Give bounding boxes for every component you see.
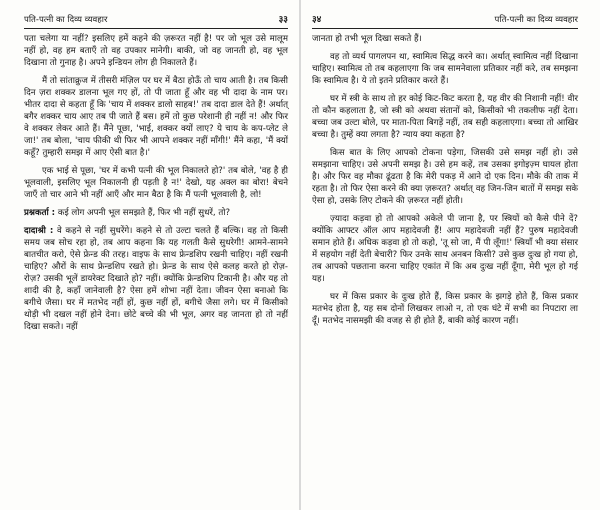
right-paragraph-1: जानता हो तभी भूल दिखा सकते हैं। <box>312 34 422 44</box>
left-header-title: पति-पत्नी का दिव्य व्यवहार <box>24 15 108 25</box>
left-paragraph-2: मैं तो सांताक्रुज में तीसरी मंज़िल पर घर में बैठा होऊँ तो चाय आती है। तब किसी दिन ज़रा शक्कर डालना भूल गए हों, तो पी जाता हूँ और वह भी दादा के नाम पर। भीतर दादा से कहता हूँ कि 'चाय में शक्कर डालो साहब!' तब दादा डाल देते हैं! अर्थात् बगैर शक्कर चाय आए तब पी जाते हैं बस। हमें तो कुछ परेशानी ही नहीं न! और फिर वे शक्कर लेकर आते हैं। मैंने पूछा, 'भाई, शक्कर क्यों लाए? ये चाय के कप-प्लेट ले जा!' तब बोला, 'चाय फीकी थी फिर भी आपने शक्कर नहीं माँगी!' मैंने कहा, 'मैं क्यों कहूँ? तुम्हारी समझ में आए ऐसी बात है।' <box>24 76 288 158</box>
right-paragraph-3: घर में स्त्री के साथ तो हर कोई किट-किट करता है, यह वीर की निशानी नहीं! वीर तो कौन कहलाता है, जो स्त्री को अथवा संतानों को, किसीको भी तकलीफ नहीं देता। बच्चा जब उल्टा बोले, पर माता-पिता बिगड़ें नहीं, तब सही कहलाएगा। बच्चा तो आखिर बच्चा है। तुम्हें क्या लगता है? न्याय क्या कहता है? <box>312 94 578 140</box>
question-text: कई लोग अपनी भूल समझते हैं, फिर भी नहीं सुधरें, तो? <box>57 208 231 218</box>
right-paragraph-2: वह तो व्यर्थ पागलपन था, स्वामित्व सिद्ध करने का। अर्थात् स्वामित्व नहीं दिखाना चाहिए। स्वामित्व तो तब कहलाएगा कि जब सामनेवाला प्रतिकार नहीं करे, तब समझना कि स्वामित्व है। ये तो इतने प्रतिकार करते हैं। <box>312 52 578 86</box>
left-paragraph-3: एक भाई से पूछा, 'घर में कभी पत्नी की भूल निकालते हो?' तब बोले, 'वह है ही भूलवाली, इसलिए भूल निकालनी ही पड़ती है न!' देखो, यह अक्ल का बोरा! बेचने जाएँ तो चार आने भी नहीं आएँ और मान बैठा है कि मैं पत्नी भूलवाली है, लो! <box>24 166 288 200</box>
right-header-title: पति-पत्नी का दिव्य व्यवहार <box>494 15 578 25</box>
left-paragraph-1: पता चलेगा या नहीं? इसलिए हमें कहने की ज़रूरत नहीं है! पर जो भूल उसे मालूम नहीं हो, वह हम बताएँ तो वह उपकार मानेगी। बाकी, जो वह जानती हो, वह भूल दिखाना तो गुनाह है। अपने इन्डियन लोग ही निकालते हैं। <box>24 34 288 68</box>
answer-block <box>24 225 288 333</box>
right-page-body <box>312 33 578 327</box>
left-page-header <box>24 12 288 29</box>
right-paragraph-4: किस बात के लिए आपको टोकना पड़ेगा, जिसकी उसे समझ नहीं हो। उसे समझाना चाहिए। उसे अपनी समझ है। उसे हम कहें, तब उसका इगोइज़्म घायल होता है। और फिर वह मौका ढूंढता है कि मेरी पकड़ में आने दो एक दिन। मौके की ताक में रहता है। तो फिर ऐसा करने की क्या ज़रूरत? अर्थात् वह जिन-जिन बातों में समझ सके ऐसा हो, उसके लिए टोकने की ज़रूरत नहीं होती। <box>312 148 578 206</box>
answer-label: दादाश्री : <box>24 226 54 236</box>
question-block <box>24 207 288 219</box>
left-page-number: ३३ <box>278 15 288 25</box>
right-paragraph-6: घर में किस प्रकार के दुःख होते हैं, किस प्रकार के झगड़े होते हैं, किस प्रकार मतभेद होता है, यह सब दोनों लिखकर लाओ न, तो एक घंटे में सभी का निपटारा ला दूँ। मतभेद नासमझी की वजह से ही होते हैं, बाकी कोई कारण नहीं। <box>312 292 578 326</box>
right-paragraph-5: ज़्यादा कड़वा हो तो आपको अकेले पी जाना है, पर स्त्रियों को कैसे पीने दें? क्योंकि आफ्टर ऑल आप महादेवजी हैं! आप महादेवजी नहीं हैं? पुरुष महादेवजी समान होते हैं। अधिक कड़वा हो तो कहो, 'तू सो जा, मैं पी लूँगा!' स्त्रियाँ भी क्या संसार में सहयोग नहीं देती बेचारी? फिर उनके साथ अनबन किसी? उसे कुछ दुःख हो गया हो, तब आपको पछताना करना चाहिए एकांत में कि अब दुःख नहीं दूँगा, मेरी भूल हो गई यह। <box>312 214 578 284</box>
right-page <box>300 0 600 510</box>
answer-text: वे कहने से नहीं सुधरेंगे। कहने से तो उल्टा चलते हैं बल्कि। वह तो किसी समय जब सोच रहा हो, तब आप कहना कि यह गलती कैसे सुधरेगी! आमने-सामने बातचीत करो, ऐसे फ्रेन्ड की तरह। वाइफ के साथ फ्रेन्डशिप रखनी चाहिए। नहीं रखनी चाहिए? औरों के साथ फ्रेन्डशिप रखते हो। फ्रेन्ड के साथ ऐसे कलह करते हो रोज़-रोज़? उसकी भूलें डायरेक्ट दिखाते हो? नहीं। क्योंकि फ्रेन्डशिप टिकानी है। और यह तो शादी की है, कहाँ जानेवाली है? ऐसा हमें शोभा नहीं देता। जीवन ऐसा बनाओ कि बगीचे जैसा। घर में मतभेद नहीं हों, कुछ नहीं हों, बगीचे जैसा लगे। घर में किसीको थोड़ी भी दखल नहीं होने देना। छोटे बच्चे की भी भूल, अगर वह जानता हो तो नहीं दिखा सकते। नहीं <box>24 226 288 332</box>
question-label: प्रश्नकर्ता : <box>24 208 56 218</box>
left-page-body <box>24 33 288 333</box>
right-page-number: ३४ <box>312 15 322 25</box>
right-page-header <box>312 12 578 29</box>
